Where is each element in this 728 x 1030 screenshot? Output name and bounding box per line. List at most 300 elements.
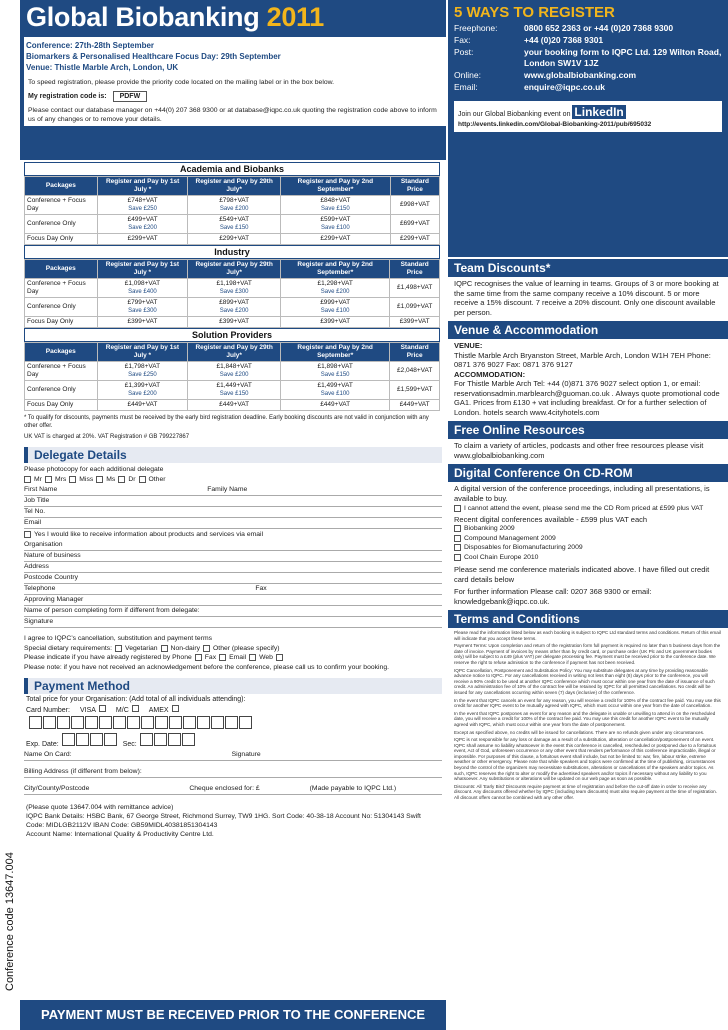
saving-value: Save £300: [219, 289, 249, 295]
venue-line: Venue: Thistle Marble Arch, London, UK: [26, 63, 179, 72]
regcode-field[interactable]: PDFW: [113, 91, 148, 102]
saving-value: Save £100: [320, 308, 350, 314]
digit-box[interactable]: [183, 716, 196, 729]
recent-checkbox[interactable]: [454, 554, 461, 561]
column-header: Packages: [25, 343, 98, 362]
saving-value: Save £150: [321, 206, 350, 212]
price-cell: [280, 381, 389, 400]
form-field[interactable]: Nature of business: [24, 551, 442, 562]
remittance-note: (Please quote 13647.004 with remittance advice): [26, 804, 174, 811]
price-cell: [188, 234, 281, 245]
cheque-label: Cheque enclosed for: £: [189, 785, 260, 792]
way-label: Post:: [454, 47, 474, 57]
title-option-label: Other: [148, 476, 166, 483]
title-checkbox[interactable]: [69, 476, 76, 483]
registered-label: Please indicate if you have already registered by Phone: [24, 654, 192, 661]
pricing-row: [25, 234, 440, 245]
title-options: [24, 476, 442, 483]
saving-value: Save £200: [128, 225, 157, 231]
recent-item[interactable]: [454, 553, 722, 563]
price-cell: [97, 215, 188, 234]
intro-block: [24, 76, 446, 126]
price-cell: [390, 279, 440, 298]
package-name: Focus Day Only: [25, 234, 98, 245]
digit-box[interactable]: [85, 716, 98, 729]
way-value[interactable]: +44 (0)20 7368 9301: [524, 35, 604, 45]
saving-value: Save £200: [219, 372, 249, 378]
venue-text: Thistle Marble Arch Bryanston Street, Marble Arch, London W1H 7EH Phone: 0871 376 9027 Fax: 0871 376 9127: [454, 350, 711, 369]
ways-heading: 5 WAYS TO REGISTER: [454, 4, 615, 21]
pricing-table: [24, 259, 440, 328]
pricing-row: [25, 298, 440, 317]
price-value: £1,498+VAT: [396, 284, 433, 291]
digit-box[interactable]: [104, 733, 117, 746]
title-checkbox[interactable]: [45, 476, 52, 483]
email-opt-label: Yes I would like to receive information about products and services via email: [34, 531, 264, 538]
cd-note: Please send me conference materials indicated above. I have filled out credit card details below: [454, 565, 710, 584]
title-checkbox[interactable]: [139, 476, 146, 483]
price-value: £399+VAT: [399, 318, 430, 325]
dietary-label: Special dietary requirements:: [24, 645, 113, 652]
dietary-option-label: Non-dairy: [170, 645, 201, 652]
way-value[interactable]: enquire@iqpc.co.uk: [524, 82, 606, 92]
way-label: Fax:: [454, 35, 471, 45]
recent-item[interactable]: [454, 524, 722, 534]
linkedin-logo: LinkedIn: [574, 105, 624, 119]
pricing-row: [25, 362, 440, 381]
name-on-card-label: Name On Card:: [24, 751, 72, 758]
further-info: For further information Please call: 0207 368 9300 or email: knowledgebank@iqpc.co.uk.: [454, 587, 652, 606]
register-way: [454, 82, 722, 93]
column-header: Register and Pay by 2nd September*: [280, 177, 390, 196]
price-cell: [390, 196, 439, 215]
cd-text: A digital version of the conference proceedings, including all presentations, is available to buy.: [454, 484, 710, 503]
price-value: £1,499+VAT: [317, 382, 353, 389]
account-name: Account Name: International Quality & Productivity Centre Ltd.: [26, 831, 214, 838]
digit-box[interactable]: [155, 716, 168, 729]
recent-list: [454, 524, 722, 562]
price-cell: [188, 381, 281, 400]
digit-box[interactable]: [90, 733, 103, 746]
package-name: Conference Only: [25, 298, 98, 317]
vat-note: UK VAT is charged at 20%. VAT Registration # GB 799227867: [24, 434, 190, 440]
dietary-checkbox[interactable]: [161, 645, 168, 652]
price-cell: [390, 298, 440, 317]
title-option-label: Dr: [128, 476, 136, 483]
telephone-label: Telephone: [24, 585, 56, 592]
price-cell: [188, 215, 281, 234]
saving-value: Save £200: [320, 289, 350, 295]
price-value: £299+VAT: [399, 235, 430, 242]
cd-rom-block: [448, 482, 728, 608]
digit-box[interactable]: [239, 716, 252, 729]
price-cell: [188, 298, 281, 317]
form-field[interactable]: Address: [24, 562, 442, 573]
saving-value: Save £100: [321, 225, 350, 231]
card-type-checkbox[interactable]: [99, 705, 106, 712]
registration-form: [20, 0, 446, 1030]
digit-box[interactable]: [154, 733, 167, 746]
package-name: Conference + Focus Day: [25, 279, 98, 298]
pricing-section-title: Academia and Biobanks: [24, 162, 440, 176]
accommodation-label: ACCOMMODATION:: [454, 369, 526, 379]
form-field[interactable]: Name of person completing form if different from delegate:: [24, 606, 442, 617]
way-label: Freephone:: [454, 23, 498, 33]
price-cell: [97, 317, 188, 328]
fax-label: Fax: [255, 585, 267, 592]
column-header: Register and Pay by 1st July *: [97, 343, 188, 362]
registration-code-row: [28, 91, 442, 102]
pricing-row: [25, 400, 440, 411]
price-value: £798+VAT: [219, 197, 250, 204]
price-value: £848+VAT: [320, 197, 351, 204]
price-cell: [280, 362, 389, 381]
title-option-label: Mrs: [54, 476, 67, 483]
price-cell: [390, 317, 440, 328]
acknowledgement-note: Please note: if you have not received an acknowledgement before the conference, please call us to confirm your booking.: [24, 664, 389, 671]
price-cell: [280, 215, 390, 234]
column-header: Register and Pay by 29th July*: [188, 260, 281, 279]
recent-checkbox[interactable]: [454, 535, 461, 542]
price-cell: [97, 196, 188, 215]
column-header: Register and Pay by 2nd September*: [280, 343, 389, 362]
registered-option-label: Fax: [204, 654, 217, 661]
bank-details: IQPC Bank Details: HSBC Bank, 67 George Street, Richmond Surrey, TW9 1HG. Sort Code: 40-38-18 Account No: 51304143 Swift Code: MIDLGB2112V IBAN Code: GB59MIDL40381851304143: [26, 813, 421, 829]
column-header: Standard Price: [390, 260, 440, 279]
column-header: Register and Pay by 29th July*: [188, 177, 281, 196]
price-cell: [390, 215, 439, 234]
name-on-card-field[interactable]: [24, 750, 442, 761]
accommodation-text: For Thistle Marble Arch Tel: +44 (0)871 376 9027 select option 1, or email: reservationsadmin.marblearch@guoman.co.uk . Always quote promotional code GA1. Prices from £130 + vat including breakfast. Or for a further selection of London. hotels search www.4cityhotels.com: [454, 379, 720, 417]
form-field[interactable]: Job Title: [24, 496, 442, 507]
pricing-section-title: Industry: [24, 245, 440, 259]
phone-checkbox[interactable]: [195, 654, 202, 661]
discount-note: * To qualify for discounts, payments must be received by the early bird registration deadline. Early booking discounts are not valid in conjunction with any other offer.: [24, 415, 429, 429]
saving-value: Save £200: [128, 391, 157, 397]
terms-paragraph: In the event that IQPC cancels an event for any reason, you will receive a credit for 100% of the contract fee paid. You may use this credit for another IQPC event to be mutually agreed with IQPC, which must occur within one year from the date of cancellation.: [454, 697, 721, 709]
register-way: [454, 35, 722, 46]
saving-value: Save £150: [320, 372, 350, 378]
cd-option[interactable]: [454, 504, 722, 514]
digit-box[interactable]: [225, 716, 238, 729]
dietary-checkbox[interactable]: [203, 645, 210, 652]
package-name: Conference Only: [25, 215, 98, 234]
price-cell: [97, 234, 188, 245]
form-field[interactable]: Tel No.: [24, 507, 442, 518]
card-type-checkbox[interactable]: [172, 705, 179, 712]
form-field[interactable]: Postcode Country: [24, 573, 442, 584]
price-cell: [280, 196, 390, 215]
delegate-details-heading: Delegate Details: [24, 447, 442, 463]
expiry-row: [26, 733, 440, 748]
digit-box[interactable]: [71, 716, 84, 729]
recent-checkbox[interactable]: [454, 525, 461, 532]
agree-text: I agree to IQPC’s cancellation, substitution and payment terms: [24, 635, 213, 642]
dietary-option-label: Vegetarian: [125, 645, 158, 652]
price-cell: [280, 298, 389, 317]
column-header: Standard Price: [390, 177, 439, 196]
price-value: £299+VAT: [127, 235, 158, 242]
digit-box[interactable]: [127, 716, 140, 729]
title-option-label: Ms: [106, 476, 116, 483]
card-number-boxes[interactable]: [26, 716, 440, 731]
form-field[interactable]: Organisation: [24, 540, 442, 551]
registered-checkbox[interactable]: [219, 654, 226, 661]
card-number-label: Card Number:: [26, 707, 70, 714]
price-value: £1,898+VAT: [317, 363, 353, 370]
price-value: £449+VAT: [219, 401, 250, 408]
digit-box[interactable]: [141, 716, 154, 729]
price-cell: [390, 381, 440, 400]
digit-box[interactable]: [29, 716, 42, 729]
recent-label: Recent digital conferences available - £599 plus VAT each: [454, 514, 648, 524]
saving-value: Save £200: [219, 206, 249, 212]
terms-text: [448, 628, 728, 805]
price-cell: [280, 317, 389, 328]
payable-label: (Made payable to IQPC Ltd.): [309, 785, 397, 792]
event-dates: [24, 37, 446, 76]
price-value: £699+VAT: [399, 220, 430, 227]
column-header: Register and Pay by 1st July *: [97, 260, 188, 279]
digit-box[interactable]: [182, 733, 195, 746]
digit-box[interactable]: [43, 716, 56, 729]
recent-item-label: Compound Management 2009: [464, 534, 556, 542]
city-cheque-field[interactable]: [24, 784, 442, 795]
saving-value: Save £300: [128, 308, 157, 314]
venue-label: VENUE:: [454, 341, 483, 350]
register-way: [454, 23, 722, 34]
total-price-label: Total price for your Organisation: (Add total of all individuals attending):: [26, 696, 246, 703]
family-name-label: Family Name: [207, 486, 248, 493]
column-header: Packages: [25, 260, 98, 279]
saving-value: Save £250: [128, 206, 157, 212]
registered-by-row: [24, 654, 442, 661]
terms-paragraph: Discounts: All ‘Early Bird’ Discounts require payment at time of registration and before the cut-off date in order to receive any discount. Any discounts offered whether by IQPC (including team discounts) must also require payment at the time of registration. All discount offers cannot be combined with any other offer.: [454, 783, 717, 801]
price-value: £999+VAT: [320, 299, 351, 306]
venue-block: [448, 339, 728, 419]
billing-address-field[interactable]: Billing Address (if different from below):: [24, 767, 442, 778]
way-value[interactable]: 0800 652 2363 or +44 (0)20 7368 9300: [524, 23, 674, 33]
card-type-checkbox[interactable]: [132, 705, 139, 712]
registered-checkbox[interactable]: [249, 654, 256, 661]
registered-checkbox[interactable]: [276, 654, 283, 661]
recent-item-label: Biobanking 2009: [464, 525, 515, 532]
terms-paragraph: Please read the information listed below as each booking is subject to IQPC Ltd standard terms and conditions. Return of this email will indicate that you accept these terms.: [454, 630, 721, 641]
pricing-table: [24, 176, 440, 245]
digit-box[interactable]: [113, 716, 126, 729]
terms-paragraph: IQPC Cancellation, Postponement and Substitution Policy: You may substitute delegates at any time by providing reasonable advance notice to IQPC. For any cancellations received in writing not less than eight (8) days prior to the conference, you will receive a 90% credit to be used at another IQPC conference which must occur within one year from the date of issuance of such credit. An administration fee of 10% of the contract fee will be retained by IQPC for all permitted cancellations. No credit will be issued for any cancellations occurring within seven (7) days (inclusive) of the conference.: [454, 667, 715, 695]
title-option-label: Miss: [79, 476, 94, 483]
price-value: £799+VAT: [127, 299, 158, 306]
card-type-label: M/C: [115, 707, 129, 714]
price-cell: [390, 234, 439, 245]
approval-fields: [20, 595, 446, 628]
price-value: £899+VAT: [219, 299, 250, 306]
digit-box[interactable]: [99, 716, 112, 729]
price-value: £399+VAT: [219, 318, 250, 325]
cd-option-label: I cannot attend the event, please send me the CD Rom priced at £599 plus VAT: [464, 505, 704, 512]
title-text: Global Biobanking: [26, 2, 267, 32]
column-header: Packages: [25, 177, 98, 196]
conference-dates: Conference: 27th-28th September: [26, 41, 155, 50]
package-name: Focus Day Only: [25, 400, 98, 411]
digit-box[interactable]: [62, 733, 75, 746]
price-value: £1,099+VAT: [396, 303, 433, 310]
price-cell: [97, 381, 188, 400]
payment-method-heading: Payment Method: [24, 678, 442, 694]
linkedin-box[interactable]: [454, 101, 722, 132]
price-value: £1,798+VAT: [124, 363, 161, 370]
price-value: £1,098+VAT: [124, 280, 161, 287]
recent-item[interactable]: [454, 543, 722, 553]
price-cell: [97, 362, 188, 381]
form-field[interactable]: Email: [24, 518, 442, 529]
price-value: £549+VAT: [219, 216, 250, 223]
way-value[interactable]: www.globalbiobanking.com: [524, 70, 637, 80]
digit-box[interactable]: [76, 733, 89, 746]
conference-code: Conference code 13647.004: [4, 852, 16, 991]
pricing-row: [25, 215, 440, 234]
pricing-section-title: Solution Providers: [24, 328, 440, 342]
price-cell: [188, 196, 281, 215]
title-option-label: Mr: [34, 476, 42, 483]
pricing-table: [24, 342, 440, 411]
recent-item[interactable]: [454, 534, 722, 544]
recent-checkbox[interactable]: [454, 544, 461, 551]
telephone-field[interactable]: [24, 584, 442, 595]
price-value: £748+VAT: [127, 197, 158, 204]
pricing-row: [25, 317, 440, 328]
column-header: Register and Pay by 29th July*: [188, 343, 281, 362]
saving-value: Save £100: [320, 391, 350, 397]
pricing-row: [25, 279, 440, 298]
price-cell: [97, 400, 188, 411]
saving-value: Save £400: [128, 289, 157, 295]
price-cell: [188, 400, 281, 411]
title-checkbox[interactable]: [96, 476, 103, 483]
price-value: £399+VAT: [320, 318, 351, 325]
card-type-row: [26, 705, 440, 714]
pricing-row: [25, 381, 440, 400]
price-value: £299+VAT: [219, 235, 250, 242]
first-name-field[interactable]: [24, 485, 442, 496]
form-field[interactable]: Signature: [24, 617, 442, 628]
dietary-option-label: Other (please specify): [213, 645, 280, 652]
title-year: 2011: [266, 2, 324, 32]
price-value: £299+VAT: [320, 235, 351, 242]
team-discounts-text: IQPC recognises the value of learning in teams. Groups of 3 or more booking at the same time from the same company receive a 10% discount. 5 or more receive a 15% discount. 7 receive a 20% discount. Only one discount available per person.: [454, 279, 719, 317]
registered-option-label: Web: [259, 654, 273, 661]
saving-value: Save £250: [128, 372, 157, 378]
email-opt-in[interactable]: [24, 531, 442, 538]
price-cell: [280, 279, 389, 298]
register-way: [454, 70, 722, 81]
photocopy-note: Please photocopy for each additional delegate: [24, 466, 164, 473]
card-type-label: AMEX: [148, 707, 169, 714]
recent-item-label: Cool Chain Europe 2010: [464, 553, 539, 561]
title-checkbox[interactable]: [24, 476, 31, 483]
price-cell: [188, 279, 281, 298]
package-name: Conference + Focus Day: [25, 362, 98, 381]
package-name: Conference + Focus Day: [25, 196, 98, 215]
free-resources-heading: Free Online Resources: [448, 421, 728, 439]
column-header: Register and Pay by 1st July *: [97, 177, 188, 196]
card-type-label: VISA: [79, 707, 96, 714]
price-cell: [97, 279, 188, 298]
terms-heading: Terms and Conditions: [448, 610, 728, 628]
organisation-fields: [20, 540, 446, 584]
price-value: £1,198+VAT: [216, 280, 252, 287]
way-label: Email:: [454, 82, 478, 92]
dietary-row: [24, 645, 442, 652]
cd-checkbox[interactable]: [454, 505, 461, 512]
event-title: [24, 2, 446, 33]
form-field[interactable]: Approving Manager: [24, 595, 442, 606]
regcode-label: My registration code is:: [28, 93, 107, 100]
info-column: [448, 0, 728, 1030]
price-value: £1,399+VAT: [124, 382, 161, 389]
price-cell: [188, 317, 281, 328]
form-header: [20, 0, 446, 160]
price-cell: [280, 400, 389, 411]
terms-paragraph: In the event that IQPC postpones an event for any reason and the delegate is unable or unwilling to attend in on the rescheduled date, you will receive a credit for 100% of the contract fee paid. You may use this credit for another IQPC event to be mutually agreed with IQPC, which must occur within one year from the date of postponement.: [454, 710, 716, 727]
title-checkbox[interactable]: [118, 476, 125, 483]
terms-paragraph: Payment Terms: Upon completion and return of the registration form full payment is required no later than 5 business days from the date of invoice. Payment of invoices by means other than by credit card, or purchase order (UK Plc and UK government bodies only) will be subject to a £49 (plus VAT) per delegate processing fee. Payment must be received prior to the conference date. We reserve the right to refuse admission to the conference if payment has not been received.: [454, 643, 721, 665]
digit-box[interactable]: [211, 716, 224, 729]
ways-list: [454, 23, 722, 93]
way-value[interactable]: your booking form to IQPC Ltd. 129 Wilton Road, London SW1V 1JZ: [524, 47, 722, 68]
conference-code-strip: [0, 0, 20, 1030]
price-cell: [390, 362, 440, 381]
package-name: Conference Only: [25, 381, 98, 400]
ways-to-register: [448, 0, 728, 257]
registered-option-label: Email: [229, 654, 247, 661]
price-value: £1,599+VAT: [396, 386, 433, 393]
price-value: £998+VAT: [399, 201, 430, 208]
column-header: Standard Price: [390, 343, 440, 362]
recent-item-label: Disposables for Biomanufacturing 2009: [464, 544, 583, 551]
digit-box[interactable]: [168, 733, 181, 746]
saving-value: Save £200: [219, 308, 249, 314]
price-cell: [390, 400, 440, 411]
linkedin-url[interactable]: http://events.linkedin.com/Global-Biobanking-2011/pub/695032: [458, 121, 652, 128]
digit-box[interactable]: [197, 716, 210, 729]
card-signature-label: Signature: [231, 751, 261, 758]
price-value: £449+VAT: [127, 401, 158, 408]
pricing-tables: [20, 162, 446, 411]
price-cell: [188, 362, 281, 381]
price-cell: [280, 234, 390, 245]
price-value: £449+VAT: [320, 401, 351, 408]
price-value: £1,298+VAT: [317, 280, 353, 287]
digit-box[interactable]: [57, 716, 70, 729]
security-label: Sec:: [122, 741, 137, 748]
terms-paragraph: Except as specified above, no credits will be issued for cancellations. There are no refunds given under any circumstances.: [454, 729, 705, 735]
saving-value: Save £150: [219, 225, 249, 231]
digit-box[interactable]: [169, 716, 182, 729]
venue-heading: Venue & Accommodation: [448, 321, 728, 339]
column-header: Register and Pay by 2nd September*: [280, 260, 389, 279]
first-name-label: First Name: [24, 486, 58, 493]
linkedin-text: Join our Global Biobanking event on: [458, 111, 571, 118]
package-name: Focus Day Only: [25, 317, 98, 328]
price-value: £2,048+VAT: [396, 367, 433, 374]
focus-day-dates: Biomarkers & Personalised Healthcare Focus Day: 29th September: [26, 52, 281, 61]
email-opt-checkbox[interactable]: [24, 531, 31, 538]
way-label: Online:: [454, 70, 481, 80]
dietary-checkbox[interactable]: [115, 645, 122, 652]
digit-box[interactable]: [140, 733, 153, 746]
